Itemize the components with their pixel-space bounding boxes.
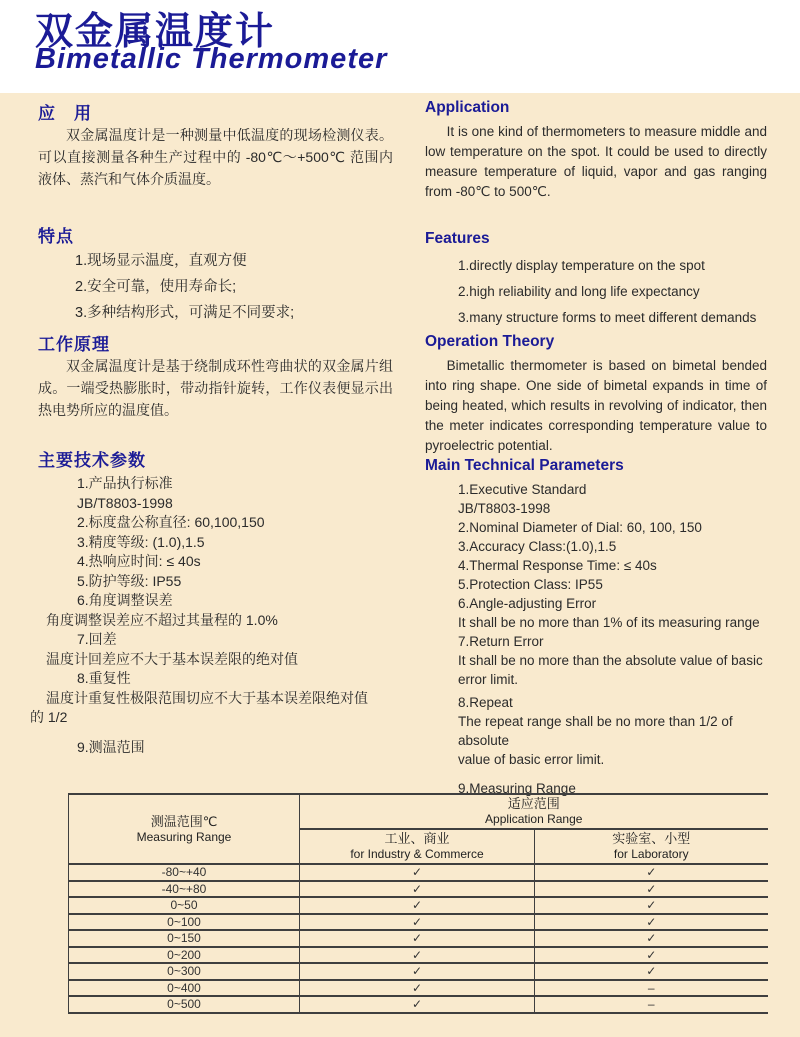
range-cell: 0~300 <box>69 963 300 980</box>
laboratory-cell: ✓ <box>535 864 768 881</box>
range-cell: 0~400 <box>69 980 300 997</box>
features-list-zh <box>30 248 394 326</box>
header-label-en: Measuring Range <box>136 829 232 844</box>
laboratory-cell: ✓ <box>535 930 768 947</box>
parameters-heading-zh: 主要技术参数 <box>38 451 146 470</box>
industry-cell: ✓ <box>300 930 535 947</box>
param-line: 1.产品执行标准 <box>77 475 173 491</box>
table-row <box>69 881 768 898</box>
application-heading-en: Application <box>425 99 510 116</box>
industry-cell: ✓ <box>300 980 535 997</box>
param-line: 2.Nominal Diameter of Dial: 60, 100, 150 <box>458 520 702 535</box>
parameters-list-zh <box>30 474 394 757</box>
theory-heading-zh: 工作原理 <box>38 335 110 354</box>
laboratory-cell: ✓ <box>535 897 768 914</box>
header-label-zh: 工业、商业 <box>384 831 450 846</box>
application-body-zh: 双金属温度计是一种测量中低温度的现场检测仪表。可以直接测量各种生产过程中的 -80℃～+500℃ 范围内液体、蒸汽和气体介质温度。 <box>38 127 393 187</box>
table-row <box>69 914 768 931</box>
param-line: 9.Measuring Range <box>458 781 576 796</box>
features-heading-en: Features <box>425 230 490 247</box>
header-label-en: for Laboratory <box>613 847 689 861</box>
industry-header-cell <box>300 829 535 864</box>
param-line: 6.角度调整误差 <box>77 592 173 608</box>
industry-cell: ✓ <box>300 881 535 898</box>
theory-body-en: Bimetallic thermometer is based on bimetal bended into ring shape. One side of bimetal expands in time of being heated, which results in revolving of indicator, then the meter indicates corresponding temperature value to pyroelectric potential. <box>425 358 767 453</box>
range-cell: 0~50 <box>69 897 300 914</box>
table-header-row-1 <box>69 794 768 829</box>
param-line: JB/T8803-1998 <box>458 501 551 516</box>
measuring-range-header-cell <box>69 794 300 864</box>
laboratory-cell: – <box>535 980 768 997</box>
header-label-zh: 实验室、小型 <box>612 831 691 846</box>
features-list-en <box>425 253 770 331</box>
table-row <box>69 947 768 964</box>
laboratory-cell: ✓ <box>535 947 768 964</box>
param-line: 7.回差 <box>77 631 117 647</box>
parameters-list-en <box>425 480 770 798</box>
param-line: 5.防护等级: IP55 <box>77 572 182 589</box>
page-title-chinese: 双金属温度计 <box>35 11 276 53</box>
param-line: 8.Repeat <box>458 695 513 710</box>
range-cell: 0~200 <box>69 947 300 964</box>
range-cell: 0~100 <box>69 914 300 931</box>
range-cell: -40~+80 <box>69 881 300 898</box>
application-heading-zh: 应 用 <box>38 104 92 123</box>
table-row <box>69 897 768 914</box>
list-item: 3.many structure forms to meet different demands <box>458 310 757 325</box>
application-body-en: It is one kind of thermometers to measure middle and low temperature on the spot. It could be used to directly measure temperature of liquid, vapor and gas ranging from -80℃ to 500℃. <box>425 124 767 199</box>
list-item: 3.多种结构形式，可满足不同要求; <box>75 305 295 321</box>
industry-cell: ✓ <box>300 897 535 914</box>
features-heading-zh: 特点 <box>38 227 74 246</box>
param-note: value of basic error limit. <box>458 752 605 767</box>
param-note: 的 1/2 <box>30 709 68 725</box>
list-item: 1.directly display temperature on the spot <box>458 258 705 273</box>
param-note: It shall be no more than the absolute value of basic <box>458 653 763 668</box>
param-note: It shall be no more than 1% of its measuring range <box>458 615 760 630</box>
header-label-zh: 测温范围℃ <box>150 813 218 829</box>
table-row <box>69 864 768 881</box>
laboratory-cell: – <box>535 996 768 1013</box>
table-row <box>69 980 768 997</box>
param-note: 温度计回差应不大于基本误差限的绝对值 <box>46 650 298 667</box>
header-label-en: for Industry & Commerce <box>350 847 484 861</box>
param-line: 6.Angle-adjusting Error <box>458 596 597 611</box>
param-line: 3.精度等级: (1.0),1.5 <box>77 533 205 550</box>
param-line: 3.Accuracy Class:(1.0),1.5 <box>458 539 617 554</box>
parameters-heading-en: Main Technical Parameters <box>425 457 624 474</box>
param-line: 2.标度盘公称直径: 60,100,150 <box>77 514 265 530</box>
range-cell: 0~500 <box>69 996 300 1013</box>
industry-cell: ✓ <box>300 963 535 980</box>
industry-cell: ✓ <box>300 914 535 931</box>
laboratory-cell: ✓ <box>535 963 768 980</box>
header-band <box>0 0 800 93</box>
laboratory-cell: ✓ <box>535 881 768 898</box>
param-line: 9.测温范围 <box>77 738 145 755</box>
laboratory-header-cell <box>535 829 768 864</box>
industry-cell: ✓ <box>300 864 535 881</box>
header-label-en: Application Range <box>485 812 583 826</box>
table-row <box>69 930 768 947</box>
param-line: 4.Thermal Response Time: ≤ 40s <box>458 558 657 573</box>
list-item: 2.high reliability and long life expectancy <box>458 284 700 299</box>
range-cell: -80~+40 <box>69 864 300 881</box>
theory-heading-en: Operation Theory <box>425 333 555 350</box>
param-line: 8.重复性 <box>77 670 131 686</box>
theory-body-zh: 双金属温度计是基于绕制成环性弯曲状的双金属片组成。一端受热膨胀时，带动指针旋转，工作仪表便显示出热电势所应的温度值。 <box>38 358 393 418</box>
industry-cell: ✓ <box>300 947 535 964</box>
param-line: JB/T8803-1998 <box>77 494 173 511</box>
table-row <box>69 963 768 980</box>
param-line: 4.热响应时间: ≤ 40s <box>77 553 201 569</box>
industry-cell: ✓ <box>300 996 535 1013</box>
list-item: 2.安全可靠，使用寿命长; <box>75 279 237 295</box>
laboratory-cell: ✓ <box>535 914 768 931</box>
header-label-zh: 适应范围 <box>507 796 560 811</box>
application-range-header-cell <box>300 794 768 829</box>
range-cell: 0~150 <box>69 930 300 947</box>
param-line: 7.Return Error <box>458 634 544 649</box>
page-title-english: Bimetallic Thermometer <box>35 43 388 75</box>
table-row <box>69 996 768 1013</box>
list-item: 1.现场显示温度，直观方便 <box>75 253 247 269</box>
measuring-range-table <box>68 793 768 1014</box>
param-note: The repeat range shall be no more than 1/2 of absolute <box>458 714 733 748</box>
param-note: 温度计重复性极限范围切应不大于基本误差限绝对值 <box>46 689 368 706</box>
param-note: error limit. <box>458 672 518 687</box>
param-line: 5.Protection Class: IP55 <box>458 577 603 592</box>
param-line: 1.Executive Standard <box>458 482 587 497</box>
param-note: 角度调整误差应不超过其量程的 1.0% <box>46 611 278 628</box>
